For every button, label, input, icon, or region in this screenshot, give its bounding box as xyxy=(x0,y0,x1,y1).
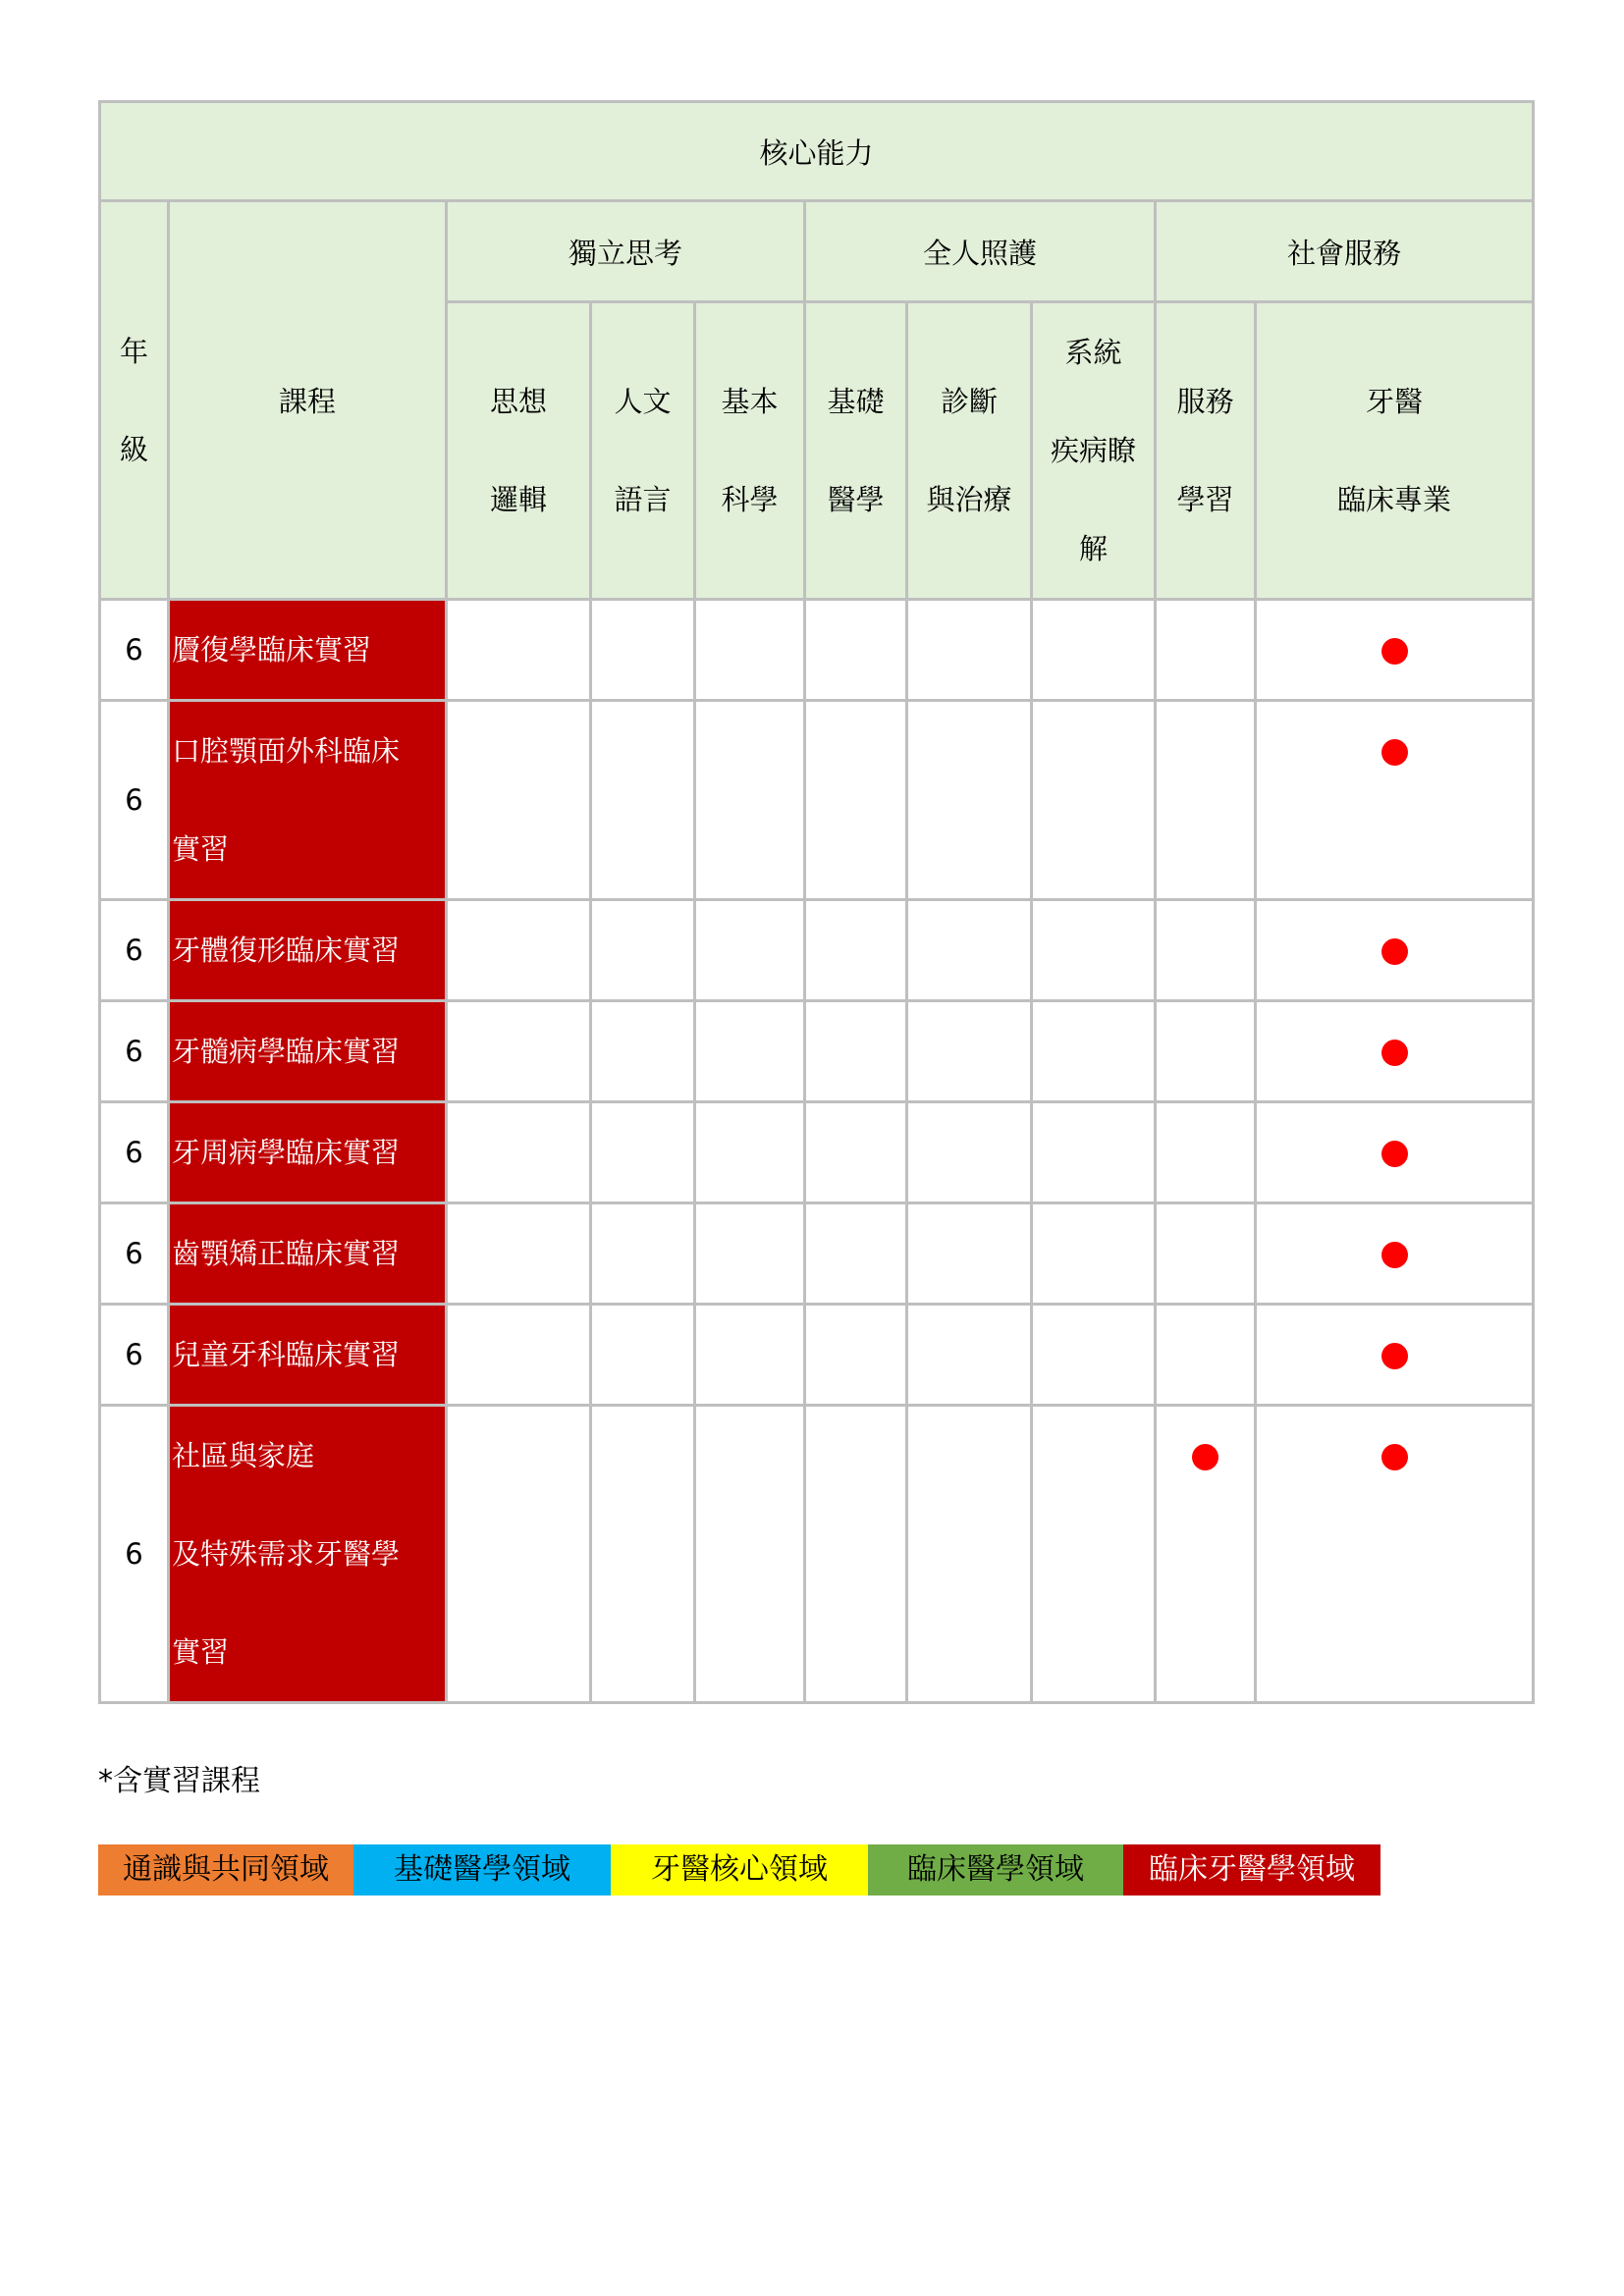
mark-cell xyxy=(1032,900,1156,1001)
mark-cell xyxy=(1156,1305,1256,1406)
course-line: 齒顎矯正臨床實習 xyxy=(172,1237,401,1270)
year-header-line: 年 xyxy=(119,334,148,368)
mark-cell xyxy=(907,1001,1032,1102)
competency-matrix-table xyxy=(98,100,1535,1704)
course-line: 贗復學臨床實習 xyxy=(172,633,372,667)
mark-cell xyxy=(1156,1102,1256,1203)
mark-cell xyxy=(591,1001,695,1102)
mark-cell xyxy=(695,600,805,701)
year-cell: 6 xyxy=(100,900,169,1001)
course-line: 牙周病學臨床實習 xyxy=(172,1136,401,1169)
sub-header-line: 牙醫 xyxy=(1366,385,1424,418)
sub-header-basic-science xyxy=(695,302,805,600)
mark-cell xyxy=(1256,1203,1534,1305)
sub-header-line: 診斷 xyxy=(940,385,998,418)
course-cell xyxy=(169,600,447,701)
sub-header-logic xyxy=(447,302,591,600)
sub-header-humanities xyxy=(591,302,695,600)
competency-dot xyxy=(1192,1444,1218,1470)
mark-cell xyxy=(447,600,591,701)
year-cell: 6 xyxy=(100,1102,169,1203)
sub-header-service-learning xyxy=(1156,302,1256,600)
sub-header-line: 臨床專業 xyxy=(1337,483,1452,516)
sub-header-dental-clinical xyxy=(1256,302,1534,600)
mark-cell xyxy=(805,1305,907,1406)
competency-dot xyxy=(1381,1040,1408,1066)
year-cell: 6 xyxy=(100,1001,169,1102)
course-line: 社區與家庭 xyxy=(172,1439,315,1472)
mark-cell xyxy=(1032,1001,1156,1102)
sub-header-line: 語言 xyxy=(614,483,672,516)
course-line: 及特殊需求牙醫學 xyxy=(172,1537,401,1571)
mark-cell xyxy=(805,900,907,1001)
course-header: 課程 xyxy=(169,201,447,600)
mark-cell xyxy=(695,1001,805,1102)
table-title: 核心能力 xyxy=(100,102,1534,201)
sub-header-diagnosis xyxy=(907,302,1032,600)
legend-item-general: 通識與共同領域 xyxy=(98,1844,353,1896)
legend-item-basic-medicine: 基礎醫學領域 xyxy=(353,1844,611,1896)
mark-cell xyxy=(591,701,695,900)
course-cell xyxy=(169,1305,447,1406)
course-line: 兒童牙科臨床實習 xyxy=(172,1338,401,1371)
course-cell xyxy=(169,1203,447,1305)
mark-cell xyxy=(1032,701,1156,900)
mark-cell xyxy=(695,701,805,900)
sub-header-line: 基礎 xyxy=(827,385,885,418)
mark-cell xyxy=(805,1406,907,1703)
mark-cell xyxy=(907,701,1032,900)
year-cell: 6 xyxy=(100,1406,169,1703)
mark-cell xyxy=(591,600,695,701)
competency-dot xyxy=(1381,1141,1408,1167)
mark-cell xyxy=(591,1203,695,1305)
mark-cell xyxy=(1256,900,1534,1001)
course-cell xyxy=(169,1102,447,1203)
competency-dot xyxy=(1381,739,1408,766)
course-cell xyxy=(169,1406,447,1703)
group-header-independent-thinking: 獨立思考 xyxy=(447,201,805,302)
year-cell: 6 xyxy=(100,1203,169,1305)
mark-cell xyxy=(1032,600,1156,701)
mark-cell xyxy=(1256,1305,1534,1406)
course-line: 實習 xyxy=(172,832,230,866)
mark-cell xyxy=(695,1305,805,1406)
mark-cell xyxy=(447,1102,591,1203)
mark-cell xyxy=(447,701,591,900)
mark-cell xyxy=(447,1406,591,1703)
mark-cell xyxy=(447,900,591,1001)
mark-cell xyxy=(695,1203,805,1305)
mark-cell xyxy=(907,1406,1032,1703)
legend-item-clinical-dentistry: 臨床牙醫學領域 xyxy=(1123,1844,1380,1896)
course-cell xyxy=(169,1001,447,1102)
course-line: 實習 xyxy=(172,1635,230,1669)
competency-dot xyxy=(1381,1242,1408,1268)
mark-cell xyxy=(447,1305,591,1406)
table-row xyxy=(100,1001,1534,1102)
mark-cell xyxy=(695,900,805,1001)
mark-cell xyxy=(591,1305,695,1406)
mark-cell xyxy=(1156,600,1256,701)
mark-cell xyxy=(1156,701,1256,900)
table-row xyxy=(100,1102,1534,1203)
mark-cell xyxy=(805,600,907,701)
sub-header-line: 系統 xyxy=(1064,336,1122,369)
mark-cell xyxy=(805,1102,907,1203)
sub-header-line: 服務 xyxy=(1176,385,1234,418)
mark-cell xyxy=(447,1001,591,1102)
mark-cell xyxy=(591,1406,695,1703)
sub-header-line: 基本 xyxy=(721,385,779,418)
sub-header-line: 人文 xyxy=(614,385,672,418)
mark-cell xyxy=(591,1102,695,1203)
mark-cell xyxy=(1156,1001,1256,1102)
competency-dot xyxy=(1381,938,1408,965)
year-header-line: 級 xyxy=(119,432,148,466)
sub-header-line: 學習 xyxy=(1176,483,1234,516)
mark-cell xyxy=(1256,1102,1534,1203)
mark-cell xyxy=(1156,900,1256,1001)
table-row xyxy=(100,1305,1534,1406)
year-cell: 6 xyxy=(100,1305,169,1406)
mark-cell xyxy=(1256,1406,1534,1703)
mark-cell xyxy=(1156,1406,1256,1703)
sub-header-line: 邏輯 xyxy=(489,483,547,516)
sub-header-basic-medicine xyxy=(805,302,907,600)
mark-cell xyxy=(1156,1203,1256,1305)
mark-cell xyxy=(1032,1305,1156,1406)
course-line: 牙髓病學臨床實習 xyxy=(172,1035,401,1068)
sub-header-line: 疾病瞭 xyxy=(1050,434,1136,467)
mark-cell xyxy=(1032,1203,1156,1305)
group-header-holistic-care: 全人照護 xyxy=(805,201,1156,302)
group-header-social-service: 社會服務 xyxy=(1156,201,1534,302)
table-row xyxy=(100,1203,1534,1305)
competency-dot xyxy=(1381,1444,1408,1470)
year-cell: 6 xyxy=(100,701,169,900)
table-row xyxy=(100,1406,1534,1703)
year-header xyxy=(100,201,169,600)
sub-header-line: 思想 xyxy=(489,385,547,418)
mark-cell xyxy=(1256,701,1534,900)
competency-dot xyxy=(1381,1343,1408,1369)
mark-cell xyxy=(591,900,695,1001)
table-row xyxy=(100,900,1534,1001)
mark-cell xyxy=(695,1102,805,1203)
mark-cell xyxy=(907,900,1032,1001)
sub-header-systemic-disease xyxy=(1032,302,1156,600)
mark-cell xyxy=(1256,1001,1534,1102)
mark-cell xyxy=(805,1203,907,1305)
sub-header-line: 醫學 xyxy=(827,483,885,516)
sub-header-line: 解 xyxy=(1078,532,1108,565)
footnote: *含實習課程 xyxy=(98,1764,260,1798)
course-cell xyxy=(169,701,447,900)
year-cell: 6 xyxy=(100,600,169,701)
table-row xyxy=(100,701,1534,900)
mark-cell xyxy=(1032,1102,1156,1203)
legend-item-dental-core: 牙醫核心領域 xyxy=(611,1844,868,1896)
sub-header-line: 與治療 xyxy=(926,483,1012,516)
mark-cell xyxy=(907,1102,1032,1203)
mark-cell xyxy=(805,701,907,900)
mark-cell xyxy=(447,1203,591,1305)
competency-dot xyxy=(1381,638,1408,665)
mark-cell xyxy=(1256,600,1534,701)
course-line: 口腔顎面外科臨床 xyxy=(172,734,401,768)
mark-cell xyxy=(907,1305,1032,1406)
mark-cell xyxy=(907,1203,1032,1305)
sub-header-line: 科學 xyxy=(721,483,779,516)
course-line: 牙體復形臨床實習 xyxy=(172,934,401,967)
mark-cell xyxy=(695,1406,805,1703)
course-cell xyxy=(169,900,447,1001)
table-row xyxy=(100,600,1534,701)
legend-item-clinical-medicine: 臨床醫學領域 xyxy=(868,1844,1123,1896)
mark-cell xyxy=(805,1001,907,1102)
domain-legend xyxy=(98,1844,1380,1896)
mark-cell xyxy=(907,600,1032,701)
mark-cell xyxy=(1032,1406,1156,1703)
